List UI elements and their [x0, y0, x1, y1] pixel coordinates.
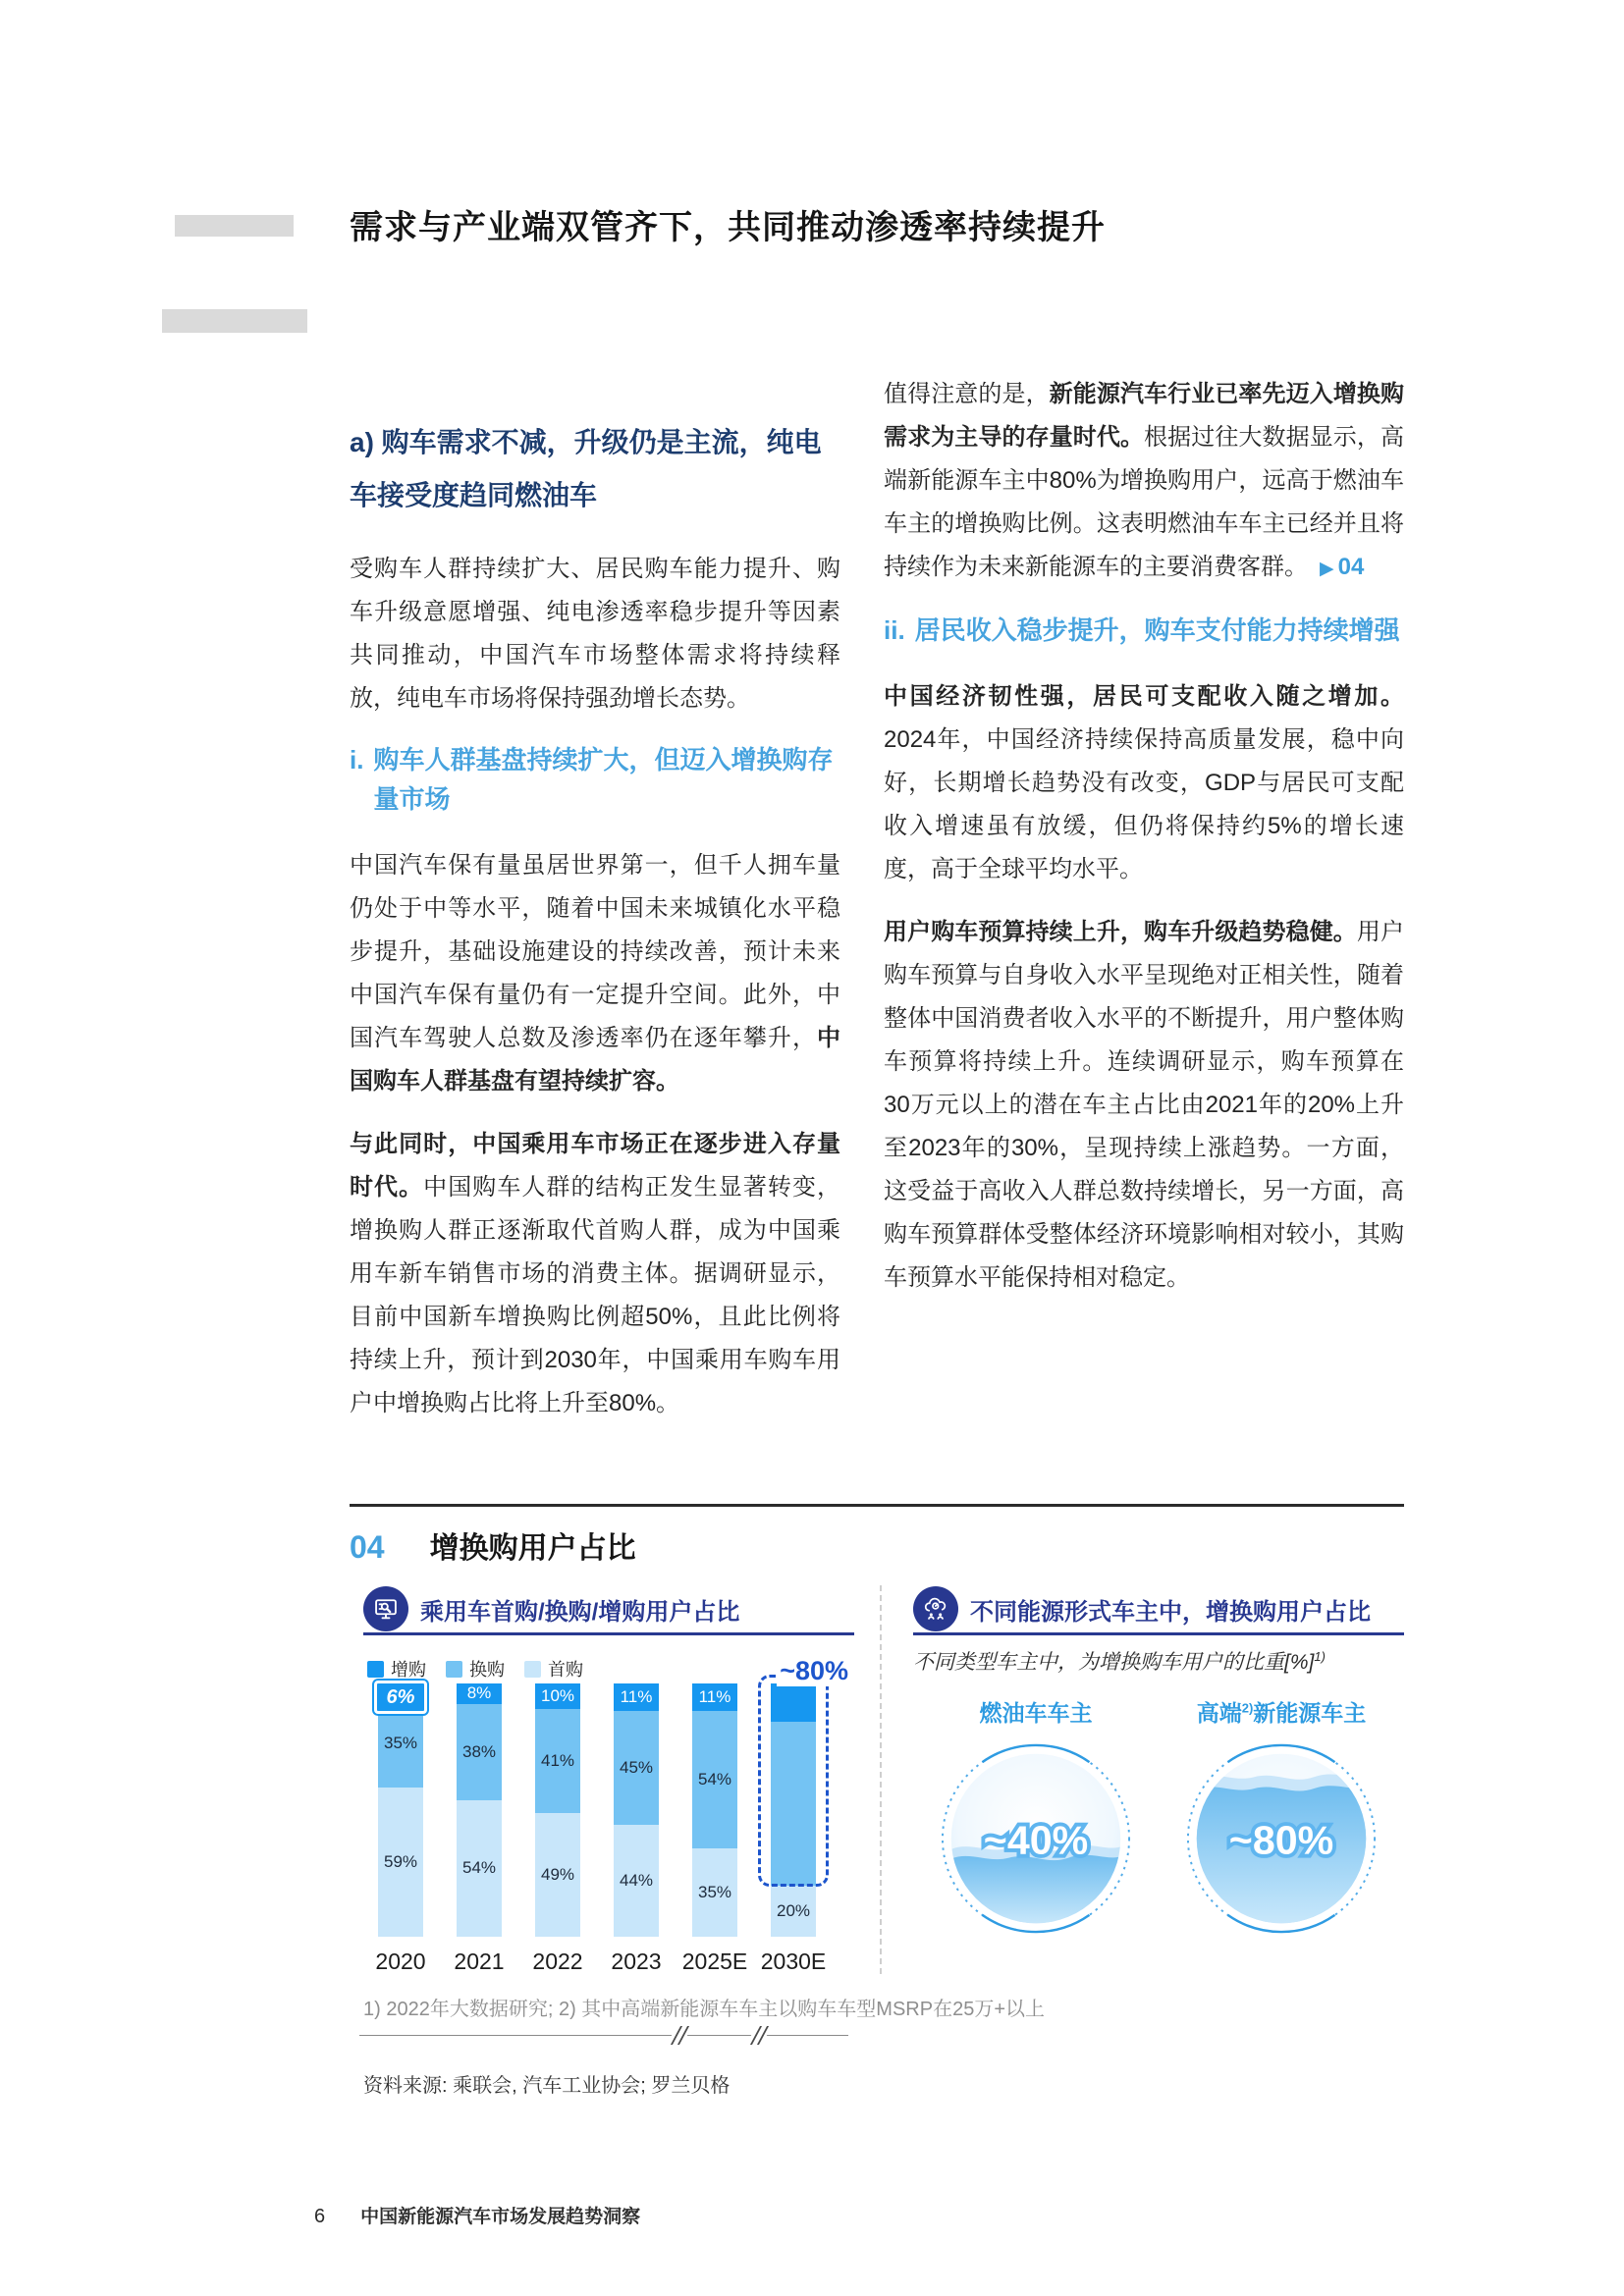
decorative-gray-bar-2 — [162, 309, 307, 333]
column-right — [884, 373, 1404, 1445]
page-title: 需求与产业端双管齐下，共同推动渗透率持续提升 — [350, 209, 1106, 246]
gauge-label-text: 燃油车车主 — [979, 1700, 1093, 1726]
legend-swatch — [367, 1661, 384, 1678]
section-a-heading: a) 购车需求不减，升级仍是主流，纯电车接受度趋同燃油车 — [350, 427, 822, 510]
subsection-i-heading — [350, 740, 840, 819]
gauge-label-text: 高端 — [1196, 1700, 1242, 1726]
bar-segment-换购 — [692, 1711, 737, 1847]
bar-2030E — [760, 1656, 848, 1974]
bar-value-label: 35% — [383, 1733, 418, 1752]
bar-segment-首购 — [771, 1886, 816, 1937]
x-axis-label: 2025E — [681, 1949, 748, 1974]
bar-2022 — [532, 1683, 583, 1974]
gauge-chart-title: 不同能源形式车主中，增换购用户占比 — [970, 1598, 1371, 1626]
gauge-nev-owners — [1159, 1695, 1404, 1935]
bar-2023 — [611, 1683, 662, 1974]
bar-value-label: 35% — [697, 1882, 732, 1901]
legend-item-增购 — [367, 1656, 426, 1682]
text-run: 用户购车预算持续上升，购车升级趋势稳健。 — [884, 919, 1357, 945]
figure-header — [350, 1523, 636, 1567]
gauge-subtitle-superscript: 1) — [1314, 1649, 1326, 1664]
column-left — [350, 373, 840, 1445]
text-run: 中国经济韧性强，居民可支配收入随之增加。 — [884, 683, 1404, 710]
text-run: 新能源汽车行业已率先迈入增换购需求为主导的存量时代。 — [884, 381, 1405, 451]
bar-segment-首购 — [692, 1848, 737, 1937]
legend-item-换购 — [446, 1656, 505, 1682]
callout-6-percent: 6% — [374, 1681, 427, 1714]
subsection-i-marker: i. — [350, 745, 364, 774]
footer-doc-title: 中国新能源汽车市场发展趋势洞察 — [360, 2207, 641, 2227]
figure-footnote: 1) 2022年大数据研究; 2) 其中高端新能源车车主以购车车型MSRP在25万+以上 — [363, 1999, 1045, 2020]
subsection-ii-marker: ii. — [884, 615, 905, 645]
annotation-80-box — [758, 1656, 848, 1887]
gauge-fuel-owners — [913, 1695, 1159, 1935]
legend-label: 增购 — [391, 1660, 426, 1680]
bar-value-label: 45% — [619, 1758, 654, 1778]
bar-segment-首购 — [535, 1813, 580, 1937]
figure-ref-04[interactable]: ▶ — [1320, 559, 1334, 579]
text-run: 用户购车预算与自身收入水平呈现绝对正相关性，随着整体中国消费者收入水平的不断提升，用户整体购车预算将持续上升。连续调研显示，购车预算在30万元以上的潜在车主占比由2021年的20%上升至2023年的30%，呈现持续上涨趋势。一方面，这受益于高收入人群总数持续增长，另一方面，高购车预算群体受整体经济环境影响相对较小，其购车预算水平能保持相对稳定。 — [884, 919, 1405, 1291]
figure-title: 增换购用户占比 — [429, 1532, 636, 1565]
gauge-panel-underline — [913, 1632, 1404, 1635]
bar-value-label: 8% — [466, 1683, 492, 1703]
text-run: 值得注意的是， — [884, 381, 1050, 407]
x-axis-line — [359, 2035, 848, 2036]
gauge-label-nev — [1197, 1695, 1367, 1729]
bar-segment-增购 — [614, 1683, 659, 1711]
legend-swatch — [524, 1661, 541, 1678]
gauge-label-fuel — [980, 1695, 1093, 1729]
x-axis-label: 2020 — [375, 1949, 426, 1974]
water-gauge-80 — [1185, 1742, 1378, 1935]
text-columns — [350, 373, 1404, 1445]
paragraph — [350, 1123, 840, 1425]
figure-ref-04[interactable]: 04 — [1337, 554, 1365, 580]
page-number: 6 — [314, 2206, 326, 2227]
text-run: 2024年，中国经济持续保持高质量发展，稳中向好，长期增长趋势没有改变，GDP与居民可支配收入增速虽有放缓，但仍将保持约5%的增长速度，高于全球平均水平。 — [884, 726, 1404, 882]
water-gauge-40 — [940, 1742, 1132, 1935]
text-run: 中国购车人群的结构正发生显著转变，增换购人群正逐渐取代首购人群，成为中国乘用车新车销售市场的消费主体。据调研显示，目前中国新车增换购比例超50%，且此比例将持续上升，预计到2030年，中国乘用车购车用户中增换购占比将上升至80%。 — [350, 1174, 841, 1416]
gauge-panel-header — [913, 1585, 1404, 1632]
bar-segment-首购 — [378, 1788, 423, 1937]
figure-number: 04 — [350, 1529, 385, 1565]
bar-panel-header — [363, 1585, 854, 1632]
page-footer — [314, 2202, 640, 2228]
x-axis-label: 2021 — [454, 1949, 505, 1974]
legend-item-首购 — [524, 1656, 583, 1682]
annotation-80-label: ~80% — [777, 1656, 851, 1686]
figure-divider-rule — [350, 1504, 1404, 1507]
gauge-subtitle-text: 不同类型车主中，为增换购车用户的比重[%] — [913, 1651, 1315, 1674]
bar-value-label: 11% — [698, 1687, 731, 1707]
bar-value-label: 20% — [776, 1901, 811, 1921]
bar-segment-增购 — [692, 1683, 737, 1711]
legend-swatch — [446, 1661, 462, 1678]
paragraph — [884, 675, 1404, 891]
bar-value-label: 11% — [620, 1687, 653, 1707]
text-run: 受购车人群持续扩大、居民购车能力提升、购车升级意愿增强、纯电渗透率稳步提升等因素共同推动，中国汽车市场整体需求将持续释放，纯电车市场将保持强劲增长态势。 — [350, 556, 840, 712]
bar-chart-legend — [367, 1656, 583, 1682]
bar-segment-首购 — [457, 1800, 502, 1937]
decorative-gray-bar-1 — [175, 215, 294, 237]
paragraph — [350, 844, 840, 1103]
chart-panel-gauges — [913, 1585, 1404, 1978]
cloud-gauge-icon — [913, 1586, 958, 1631]
chart-panel-bars — [363, 1585, 854, 1978]
bar-segment-换购 — [614, 1711, 659, 1825]
paragraph — [884, 373, 1404, 591]
bar-segment-增购 — [535, 1683, 580, 1709]
bar-2025E — [681, 1683, 748, 1974]
legend-label: 换购 — [469, 1660, 505, 1680]
bar-2021 — [454, 1683, 505, 1974]
bar-value-label: 41% — [540, 1750, 575, 1770]
subsection-i-text: 购车人群基盘持续扩大，但迈入增换购存量市场 — [373, 745, 834, 814]
gauge-value-40: ~40% — [983, 1817, 1089, 1863]
legend-label: 首购 — [548, 1660, 583, 1680]
x-axis-label: 2030E — [760, 1949, 827, 1974]
bar-value-label: 54% — [461, 1858, 497, 1878]
bar-chart-title: 乘用车首购/换购/增购用户占比 — [420, 1598, 740, 1626]
monitor-magnifier-icon — [363, 1586, 408, 1631]
text-run: 与此同时，中国乘用车市场正在逐步进入存量时代。 — [350, 1131, 840, 1201]
text-run: 根据过往大数据显示，高端新能源车主中80%为增换购用户，远高于燃油车车主的增换购比例。这表明燃油车车主已经并且将持续作为未来新能源车的主要消费客群。 — [884, 424, 1404, 580]
gauge-value-80: ~80% — [1228, 1817, 1334, 1863]
panel-separator-dashed — [880, 1585, 882, 1974]
source-note: 资料来源: 乘联会, 汽车工业协会; 罗兰贝格 — [363, 2075, 731, 2097]
bar-value-label: 54% — [697, 1770, 732, 1789]
gauge-row — [913, 1695, 1404, 1935]
bar-2020 — [375, 1683, 426, 1974]
bar-value-label: 10% — [540, 1685, 575, 1705]
subsection-ii-heading — [884, 611, 1404, 650]
bar-panel-underline — [363, 1632, 854, 1635]
bar-segment-换购 — [535, 1709, 580, 1813]
bar-segment-换购 — [457, 1704, 502, 1800]
text-run: 中国购车人群基盘有望持续扩容。 — [350, 1025, 840, 1095]
x-axis-label: 2023 — [611, 1949, 662, 1974]
bar-segment-增购 — [457, 1683, 502, 1704]
bar-value-label: 59% — [383, 1851, 418, 1871]
bar-segment-首购 — [614, 1825, 659, 1937]
gauge-chart-subtitle — [913, 1646, 1326, 1676]
bar-value-label: 49% — [540, 1864, 575, 1884]
bar-value-label: 38% — [461, 1741, 497, 1761]
text-run: 中国汽车保有量虽居世界第一，但千人拥车量仍处于中等水平，随着中国未来城镇化水平稳步提升，基础设施建设的持续改善，预计未来中国汽车保有量仍有一定提升空间。此外，中国汽车驾驶人总数及渗透率仍在逐年攀升， — [350, 852, 840, 1051]
paragraph — [350, 548, 840, 721]
gauge-label-superscript: 2) — [1241, 1700, 1254, 1716]
gauge-label-text: 新能源车主 — [1253, 1700, 1367, 1726]
x-axis-label: 2022 — [532, 1949, 583, 1974]
bar-value-label: 44% — [619, 1871, 654, 1891]
subsection-ii-text: 居民收入稳步提升，购车支付能力持续增强 — [914, 615, 1400, 645]
paragraph — [884, 911, 1404, 1300]
